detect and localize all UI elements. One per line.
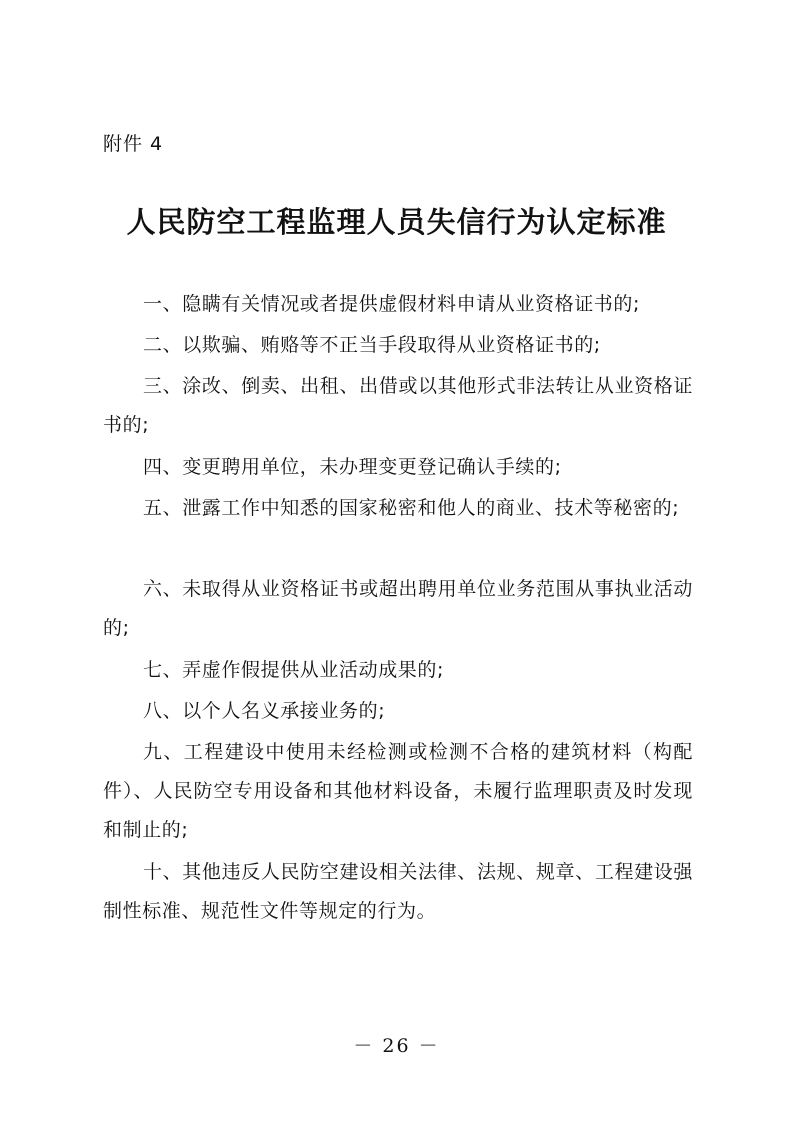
criteria-item-3: 三、涂改、倒卖、出租、出借或以其他形式非法转让从业资格证书的; (103, 375, 693, 436)
criteria-item-8: 八、以个人名义承接业务的; (143, 700, 386, 722)
criteria-item-4: 四、变更聘用单位，未办理变更登记确认手续的; (143, 456, 562, 478)
attachment-label: 附件 4 (103, 133, 164, 155)
criteria-item-2: 二、以欺骗、贿赂等不正当手段取得从业资格证书的; (143, 334, 601, 356)
document-title: 人民防空工程监理人员失信行为认定标准 (126, 205, 667, 239)
criteria-item-9: 九、工程建设中使用未经检测或检测不合格的建筑材料（构配件）、人民防空专用设备和其他材料设备，未履行监理职责及时发现和制止的; (103, 741, 693, 841)
criteria-item-5: 五、泄露工作中知悉的国家秘密和他人的商业、技术等秘密的; (143, 497, 680, 519)
criteria-item-1: 一、隐瞒有关情况或者提供虚假材料申请从业资格证书的; (143, 293, 641, 315)
page-number: － 26 － (353, 1035, 440, 1057)
criteria-item-10: 十、其他违反人民防空建设相关法律、法规、规章、工程建设强制性标准、规范性文件等规定的行为。 (103, 861, 693, 922)
criteria-item-6: 六、未取得从业资格证书或超出聘用单位业务范围从事执业活动的; (103, 578, 693, 639)
criteria-item-7: 七、弄虚作假提供从业活动成果的; (143, 659, 445, 681)
